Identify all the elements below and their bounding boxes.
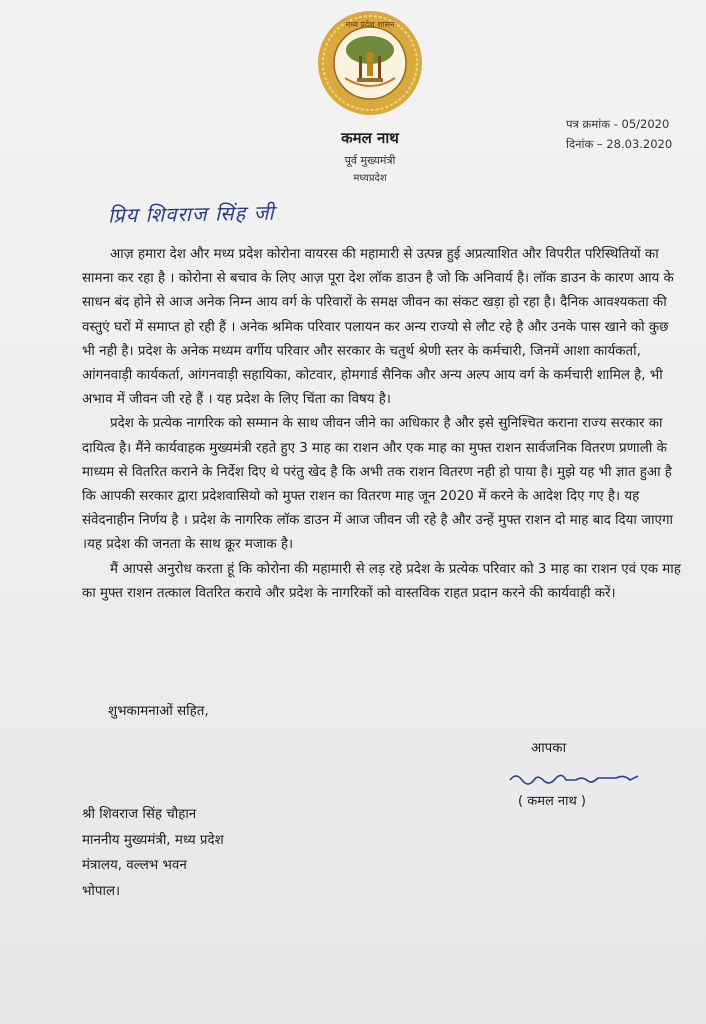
addressee-line: भोपाल। — [82, 883, 121, 899]
letterhead-title: पूर्व मुख्यमंत्री — [344, 154, 396, 167]
svg-text:मध्य प्रदेश शासन: मध्य प्रदेश शासन — [345, 20, 395, 29]
addressee-block — [82, 802, 224, 904]
handwritten-salutation: प्रिय शिवराज सिंह जी — [107, 200, 275, 228]
yours-line: आपका — [531, 741, 567, 756]
addressee-line: माननीय मुख्यमंत्री, मध्य प्रदेश — [82, 832, 224, 848]
handwritten-signature-icon — [506, 768, 646, 790]
letter-date: दिनांक – 28.03.2020 — [566, 137, 673, 151]
closing-line: शुभकामनाओं सहित, — [108, 704, 209, 719]
paragraph: मैं आपसे अनुरोध करता हूं कि कोरोना की महामारी से लड़ रहे प्रदेश के प्रत्येक परिवार को 3 माह का राशन एवं एक माह का मुफ्त राशन तत्काल वितरित करावे और प्रदेश के नागरिकों को वास्तविक राहत प्रदान करने की कार्यवाही करें। — [82, 561, 681, 601]
letterhead-state: मध्यप्रदेश — [353, 173, 387, 184]
paragraph: आज़ हमारा देश और मध्य प्रदेश कोरोना वायरस की महामारी से उत्पन्न हुई अप्रत्याशित और विपरीत परिस्थितियों का सामना कर रहा है । कोरोना से बचाव के लिए आज़ पूरा देश लॉक डाउन है जो कि अनिवार्य है। लॉक डाउन के कारण आय के साधन बंद होने से आज अनेक निम्न आय वर्ग के परिवारों के समक्ष जीवन का संकट खड़ा हो रहा है। दैनिक आवश्यकता की वस्तुएं घरों में समाप्त हो रही हैं । अनेक श्रमिक परिवार पलायन कर अन्य राज्यो से लौट रहे है और उनके पास खाने को कुछ भी नही है। प्रदेश के अनेक मध्यम वर्गीय परिवार और सरकार के चतुर्थ श्रेणी स्तर के कर्मचारी, जिनमें आशा कार्यकर्ता, आंगनवाड़ी कार्यकर्ता, आंगनवाड़ी सहायिका, कोटवार, होमगार्ड सैनिक और अन्य अल्प आय वर्ग के कर्मचारी शामिल है, भी अभाव में जीवन जी रहे हैं । यह प्रदेश के लिए चिंता का विषय है। — [82, 247, 674, 408]
letterhead-name: कमल नाथ — [341, 129, 399, 147]
paragraph: प्रदेश के प्रत्येक नागरिक को सम्मान के साथ जीवन जीने का अधिकार है और इसे सुनिश्चित कराना राज्य सरकार का दायित्व है। मैंने कार्यवाहक मुख्यमंत्री रहते हुए 3 माह का राशन और एक माह का मुफ्त राशन सार्वजनिक वितरण प्रणाली के माध्यम से वितरित कराने के निर्देश दिए थे परंतु खेद है कि अभी तक राशन वितरण नही हो पाया है। मुझे यह भी ज्ञात हुआ है कि आपकी सरकार द्वारा प्रदेशवासियो को मुफ्त राशन का वितरण माह जून 2020 में करने के आदेश दिए गए है। यह संवेदनाहीन निर्णय है । प्रदेश के नागरिक लॉक डाउन में आज जीवन जी रहे है और उन्हें मुफ्त राशन दो माह बाद दिया जाएगा ।यह प्रदेश की जनता के साथ क्रूर मजाक है। — [82, 416, 673, 553]
mp-government-seal-icon — [315, 8, 425, 118]
addressee-line: श्री शिवराज सिंह चौहान — [82, 807, 197, 822]
signer-name: ( कमल नाथ ) — [518, 794, 587, 809]
letter-body — [82, 243, 682, 606]
letter-number: पत्र क्रमांक - 05/2020 — [566, 117, 670, 131]
addressee-line: मंत्रालय, वल्लभ भवन — [82, 858, 187, 873]
